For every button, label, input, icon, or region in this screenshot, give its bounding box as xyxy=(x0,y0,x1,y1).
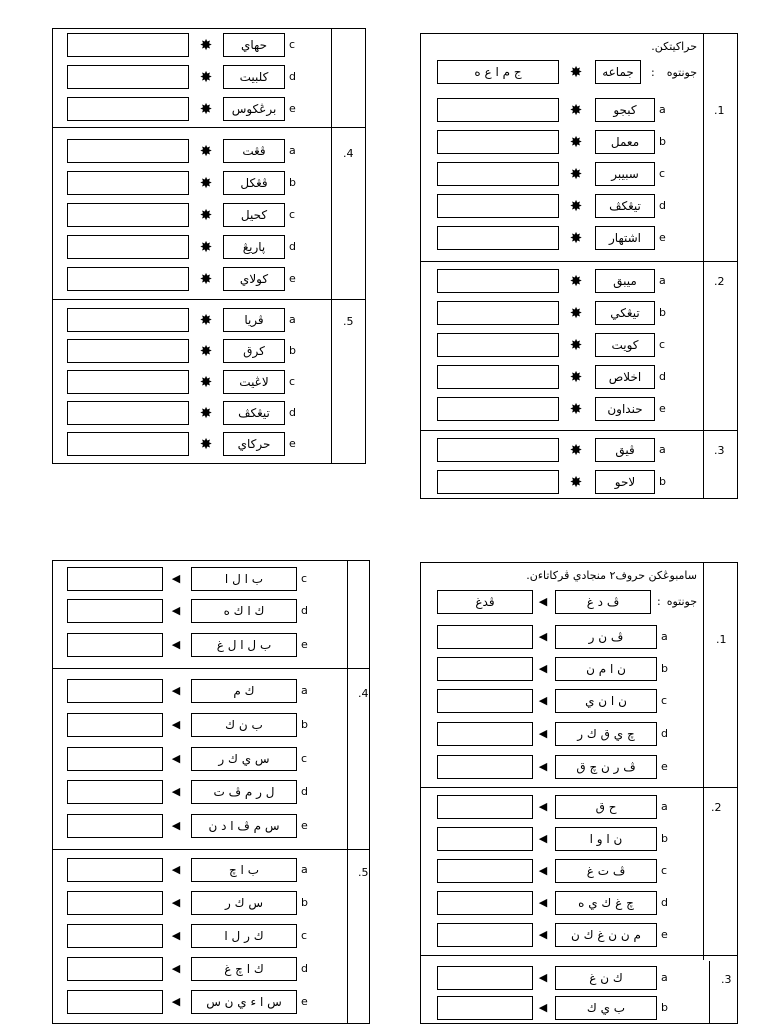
answer-box[interactable] xyxy=(67,858,163,882)
list-item xyxy=(53,567,347,593)
item-letter: a xyxy=(661,800,668,813)
word-box: ڤڠت xyxy=(223,139,285,163)
answer-box[interactable] xyxy=(67,679,163,703)
question-number: .3 xyxy=(721,973,732,986)
arrow-left-icon: ◀ xyxy=(171,863,181,876)
arrow-left-icon: ◀ xyxy=(171,604,181,617)
item-letter: e xyxy=(661,928,668,941)
word-box: ب ا چ xyxy=(191,858,297,882)
word-box: ڤڠكل xyxy=(223,171,285,195)
word-box: كبجو xyxy=(595,98,655,122)
star-icon: ✸ xyxy=(199,206,213,224)
list-item xyxy=(53,370,331,396)
answer-box[interactable] xyxy=(437,966,533,990)
answer-box[interactable] xyxy=(67,957,163,981)
answer-box[interactable] xyxy=(437,194,559,218)
example-word: ڤ د غ xyxy=(555,590,651,614)
answer-box[interactable] xyxy=(437,755,533,779)
word-box: س ا ء ي ن س xyxy=(191,990,297,1014)
word-box: لاڠيت xyxy=(223,370,285,394)
list-item xyxy=(53,814,347,840)
list-item xyxy=(421,795,703,821)
word-box: برڠكوس xyxy=(223,97,285,121)
list-item xyxy=(421,827,703,853)
star-icon: ✸ xyxy=(199,435,213,453)
answer-box[interactable] xyxy=(67,924,163,948)
list-item xyxy=(53,780,347,806)
list-item xyxy=(421,194,703,220)
list-item xyxy=(53,235,331,261)
item-letter: c xyxy=(661,864,668,877)
list-item xyxy=(53,171,331,197)
list-item xyxy=(53,308,331,334)
star-icon: ✸ xyxy=(569,304,583,322)
word-box: سبيبر xyxy=(595,162,655,186)
answer-box[interactable] xyxy=(67,203,189,227)
answer-box[interactable] xyxy=(437,923,533,947)
answer-box[interactable] xyxy=(437,162,559,186)
item-letter: a xyxy=(301,863,308,876)
answer-box[interactable] xyxy=(437,130,559,154)
list-item xyxy=(53,203,331,229)
list-item xyxy=(421,859,703,885)
item-letter: a xyxy=(289,144,296,157)
item-letter: a xyxy=(659,274,666,287)
list-item xyxy=(53,990,347,1016)
list-item xyxy=(421,689,703,715)
star-icon: ✸ xyxy=(569,368,583,386)
item-letter: c xyxy=(289,208,296,221)
answer-box[interactable] xyxy=(67,65,189,89)
item-letter: b xyxy=(289,176,296,189)
item-letter: a xyxy=(659,103,666,116)
example-row xyxy=(421,590,703,616)
answer-box[interactable] xyxy=(437,996,533,1020)
example-colon: : xyxy=(651,66,655,79)
arrow-left-icon: ◀ xyxy=(538,727,548,740)
arrow-left-icon: ◀ xyxy=(538,971,548,984)
word-box: تيڠكي xyxy=(595,301,655,325)
example-row xyxy=(421,60,703,86)
example-word: جماعه xyxy=(595,60,641,84)
arrow-left-icon: ◀ xyxy=(171,752,181,765)
item-letter: d xyxy=(659,199,666,212)
number-column-divider xyxy=(703,34,704,498)
item-letter: e xyxy=(659,402,666,415)
word-box: ڤ ر ن چ ق xyxy=(555,755,657,779)
list-item xyxy=(421,470,703,496)
list-item xyxy=(53,339,331,365)
item-letter: d xyxy=(301,785,308,798)
list-item xyxy=(421,966,709,992)
star-icon: ✸ xyxy=(199,373,213,391)
list-item xyxy=(421,996,709,1022)
item-letter: c xyxy=(289,375,296,388)
question-number: .5 xyxy=(358,866,369,879)
answer-box[interactable] xyxy=(67,432,189,456)
question-number: .1 xyxy=(714,104,725,117)
section-divider xyxy=(421,261,737,262)
list-item xyxy=(421,269,703,295)
word-box: ڽاريڠ xyxy=(223,235,285,259)
word-box: ڤريا xyxy=(223,308,285,332)
top-left-panel xyxy=(52,28,366,464)
answer-box[interactable] xyxy=(67,633,163,657)
question-number: .4 xyxy=(358,687,369,700)
answer-box[interactable] xyxy=(437,269,559,293)
star-icon: ✸ xyxy=(199,270,213,288)
word-box: چ غ ك ي ه xyxy=(555,891,657,915)
answer-box[interactable] xyxy=(437,795,533,819)
answer-box[interactable] xyxy=(437,333,559,357)
section-divider xyxy=(421,430,737,431)
list-item xyxy=(53,97,331,123)
arrow-left-icon: ◀ xyxy=(171,929,181,942)
word-box: س م ڤ ا د ن xyxy=(191,814,297,838)
list-item xyxy=(421,657,703,683)
word-box: ب ن ك xyxy=(191,713,297,737)
item-letter: a xyxy=(661,971,668,984)
answer-box[interactable] xyxy=(437,625,533,649)
word-box: معمل xyxy=(595,130,655,154)
number-column-divider xyxy=(703,563,704,960)
word-box: ب ل ا ل غ xyxy=(191,633,297,657)
answer-box[interactable] xyxy=(67,339,189,363)
example-label: جونتوه xyxy=(666,66,697,79)
item-letter: b xyxy=(659,306,666,319)
answer-box[interactable] xyxy=(437,98,559,122)
item-letter: e xyxy=(661,760,668,773)
item-letter: c xyxy=(301,929,308,942)
star-icon: ✸ xyxy=(569,165,583,183)
arrow-left-icon: ◀ xyxy=(538,928,548,941)
arrow-left-icon: ◀ xyxy=(171,638,181,651)
star-icon: ✸ xyxy=(569,229,583,247)
answer-box[interactable] xyxy=(67,567,163,591)
arrow-left-icon: ◀ xyxy=(538,595,548,608)
star-icon: ✸ xyxy=(569,101,583,119)
item-letter: a xyxy=(661,630,668,643)
answer-box[interactable] xyxy=(437,365,559,389)
item-letter: a xyxy=(301,684,308,697)
word-box: تيڠكڤ xyxy=(223,401,285,425)
answer-box[interactable] xyxy=(437,657,533,681)
item-letter: b xyxy=(301,718,308,731)
list-item xyxy=(421,98,703,124)
bottom-right-panel xyxy=(420,562,738,1024)
list-item xyxy=(421,162,703,188)
word-box: اخلاص xyxy=(595,365,655,389)
list-item xyxy=(53,33,331,59)
item-letter: d xyxy=(301,962,308,975)
answer-box[interactable] xyxy=(67,990,163,1014)
instruction-text: حراكيتكن. xyxy=(651,40,697,53)
word-box: ك ن غ xyxy=(555,966,657,990)
answer-box[interactable] xyxy=(67,370,189,394)
word-box: ك ا چ غ xyxy=(191,957,297,981)
item-letter: d xyxy=(301,604,308,617)
list-item xyxy=(421,333,703,359)
arrow-left-icon: ◀ xyxy=(538,864,548,877)
arrow-left-icon: ◀ xyxy=(538,760,548,773)
star-icon: ✸ xyxy=(199,174,213,192)
list-item xyxy=(421,625,703,651)
list-item xyxy=(53,267,331,293)
list-item xyxy=(53,679,347,705)
list-item xyxy=(421,755,703,781)
instruction-text: سامبوڠكن حروف٢ منجادي ڤركاتاءن. xyxy=(526,569,697,582)
list-item xyxy=(421,365,703,391)
star-icon: ✸ xyxy=(199,404,213,422)
list-item xyxy=(53,401,331,427)
number-column-divider xyxy=(347,561,348,1023)
answer-box[interactable] xyxy=(437,226,559,250)
item-letter: b xyxy=(301,896,308,909)
word-box: تيڠكڤ xyxy=(595,194,655,218)
word-box: اشتهار xyxy=(595,226,655,250)
word-box: كويت xyxy=(595,333,655,357)
word-box: ح ق xyxy=(555,795,657,819)
answer-box[interactable] xyxy=(67,814,163,838)
question-number: .2 xyxy=(714,275,725,288)
star-icon: ✸ xyxy=(199,238,213,256)
question-number: .1 xyxy=(716,633,727,646)
list-item xyxy=(53,924,347,950)
list-item xyxy=(421,722,703,748)
answer-box[interactable] xyxy=(437,689,533,713)
word-box: ب ي ك xyxy=(555,996,657,1020)
section-divider xyxy=(53,127,365,128)
answer-box[interactable] xyxy=(67,891,163,915)
word-box: ل ر م ڤ ت xyxy=(191,780,297,804)
word-box: ڤ ت غ xyxy=(555,859,657,883)
list-item xyxy=(421,397,703,423)
question-number: .2 xyxy=(711,801,722,814)
word-box: ن ا ن ي xyxy=(555,689,657,713)
example-answer-box: ج م ا ع ه xyxy=(437,60,559,84)
list-item xyxy=(53,599,347,625)
answer-box[interactable] xyxy=(67,713,163,737)
word-box: ڤيق xyxy=(595,438,655,462)
answer-box[interactable] xyxy=(67,171,189,195)
answer-box[interactable] xyxy=(437,827,533,851)
star-icon: ✸ xyxy=(199,142,213,160)
word-box: ڤ ن ر xyxy=(555,625,657,649)
star-icon: ✸ xyxy=(569,473,583,491)
star-icon: ✸ xyxy=(569,197,583,215)
arrow-left-icon: ◀ xyxy=(538,662,548,675)
example-colon: : xyxy=(657,595,661,608)
item-letter: e xyxy=(659,231,666,244)
list-item xyxy=(53,432,331,458)
star-icon: ✸ xyxy=(199,36,213,54)
section-divider xyxy=(53,668,369,669)
star-icon: ✸ xyxy=(569,133,583,151)
list-item xyxy=(53,957,347,983)
word-box: لاحو xyxy=(595,470,655,494)
star-icon: ✸ xyxy=(569,63,583,81)
arrow-left-icon: ◀ xyxy=(171,962,181,975)
arrow-left-icon: ◀ xyxy=(171,718,181,731)
section-divider xyxy=(53,299,365,300)
list-item xyxy=(421,301,703,327)
answer-box[interactable] xyxy=(437,301,559,325)
section-divider xyxy=(421,787,737,788)
item-letter: d xyxy=(289,240,296,253)
item-letter: a xyxy=(659,443,666,456)
item-letter: d xyxy=(661,896,668,909)
word-box: ك ا ك ه xyxy=(191,599,297,623)
arrow-left-icon: ◀ xyxy=(538,630,548,643)
item-letter: c xyxy=(289,38,296,51)
item-letter: d xyxy=(289,406,296,419)
star-icon: ✸ xyxy=(569,272,583,290)
example-label: جونتوه xyxy=(666,595,697,608)
list-item xyxy=(53,747,347,773)
list-item xyxy=(53,891,347,917)
item-letter: d xyxy=(659,370,666,383)
arrow-left-icon: ◀ xyxy=(538,896,548,909)
arrow-left-icon: ◀ xyxy=(171,785,181,798)
item-letter: b xyxy=(661,662,668,675)
word-box: كرق xyxy=(223,339,285,363)
list-item xyxy=(421,923,703,949)
section-divider xyxy=(421,955,737,956)
word-box: ن ا و ا xyxy=(555,827,657,851)
star-icon: ✸ xyxy=(569,336,583,354)
arrow-left-icon: ◀ xyxy=(171,995,181,1008)
list-item xyxy=(53,65,331,91)
answer-box[interactable] xyxy=(67,139,189,163)
word-box: حنداون xyxy=(595,397,655,421)
question-number: .3 xyxy=(714,444,725,457)
question-number: .5 xyxy=(343,315,354,328)
arrow-left-icon: ◀ xyxy=(538,800,548,813)
answer-box[interactable] xyxy=(67,780,163,804)
item-letter: c xyxy=(659,167,666,180)
list-item xyxy=(421,130,703,156)
list-item xyxy=(421,438,703,464)
answer-box[interactable] xyxy=(437,397,559,421)
arrow-left-icon: ◀ xyxy=(171,896,181,909)
list-item xyxy=(53,713,347,739)
item-letter: b xyxy=(659,475,666,488)
item-letter: e xyxy=(289,272,296,285)
word-box: چ ي ق ك ر xyxy=(555,722,657,746)
word-box: م ن ن غ ك ن xyxy=(555,923,657,947)
number-column-divider xyxy=(331,29,332,463)
item-letter: a xyxy=(289,313,296,326)
item-letter: c xyxy=(301,572,308,585)
answer-box[interactable] xyxy=(67,97,189,121)
bottom-left-panel xyxy=(52,560,370,1024)
answer-box[interactable] xyxy=(67,235,189,259)
word-box: كلبيت xyxy=(223,65,285,89)
list-item xyxy=(53,858,347,884)
star-icon: ✸ xyxy=(199,311,213,329)
item-letter: c xyxy=(659,338,666,351)
arrow-left-icon: ◀ xyxy=(171,684,181,697)
item-letter: b xyxy=(289,344,296,357)
word-box: س ك ر xyxy=(191,891,297,915)
arrow-left-icon: ◀ xyxy=(538,832,548,845)
word-box: س ي ك ر xyxy=(191,747,297,771)
arrow-left-icon: ◀ xyxy=(538,694,548,707)
list-item xyxy=(53,139,331,165)
answer-box[interactable] xyxy=(67,599,163,623)
word-box: ب ا ل ا xyxy=(191,567,297,591)
item-letter: b xyxy=(661,1001,668,1014)
item-letter: d xyxy=(289,70,296,83)
word-box: حركاي xyxy=(223,432,285,456)
answer-box[interactable] xyxy=(437,891,533,915)
word-box: ن ا م ن xyxy=(555,657,657,681)
arrow-left-icon: ◀ xyxy=(171,819,181,832)
list-item xyxy=(53,633,347,659)
answer-box[interactable] xyxy=(67,33,189,57)
star-icon: ✸ xyxy=(199,342,213,360)
answer-box[interactable] xyxy=(437,859,533,883)
section-divider xyxy=(53,849,369,850)
star-icon: ✸ xyxy=(569,441,583,459)
word-box: كولاي xyxy=(223,267,285,291)
answer-box[interactable] xyxy=(67,267,189,291)
answer-box[interactable] xyxy=(67,308,189,332)
word-box: حهاي xyxy=(223,33,285,57)
star-icon: ✸ xyxy=(199,68,213,86)
item-letter: c xyxy=(661,694,668,707)
item-letter: d xyxy=(661,727,668,740)
list-item xyxy=(421,226,703,252)
question-number: .4 xyxy=(343,147,354,160)
answer-box[interactable] xyxy=(67,401,189,425)
arrow-left-icon: ◀ xyxy=(171,572,181,585)
item-letter: b xyxy=(661,832,668,845)
item-letter: b xyxy=(659,135,666,148)
item-letter: e xyxy=(301,638,308,651)
answer-box[interactable] xyxy=(67,747,163,771)
list-item xyxy=(421,891,703,917)
answer-box[interactable] xyxy=(437,438,559,462)
example-answer-box: ڤدغ xyxy=(437,590,533,614)
answer-box[interactable] xyxy=(437,470,559,494)
item-letter: e xyxy=(289,437,296,450)
word-box: ك م xyxy=(191,679,297,703)
star-icon: ✸ xyxy=(569,400,583,418)
item-letter: c xyxy=(301,752,308,765)
star-icon: ✸ xyxy=(199,100,213,118)
word-box: ك ر ل ا xyxy=(191,924,297,948)
item-letter: e xyxy=(301,995,308,1008)
answer-box[interactable] xyxy=(437,722,533,746)
top-right-panel xyxy=(420,33,738,499)
item-letter: e xyxy=(289,102,296,115)
item-letter: e xyxy=(301,819,308,832)
word-box: كحيل xyxy=(223,203,285,227)
number-column-divider xyxy=(709,961,710,1023)
word-box: ميبق xyxy=(595,269,655,293)
arrow-left-icon: ◀ xyxy=(538,1001,548,1014)
